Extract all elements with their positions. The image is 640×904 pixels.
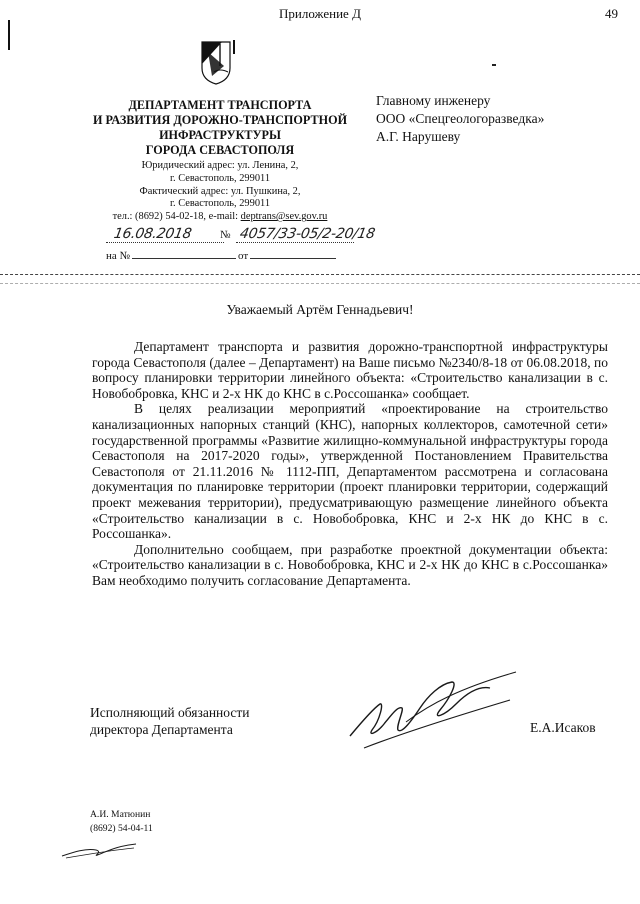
fold-line-shadow: [0, 283, 640, 284]
department-line: ИНФРАСТРУКТУРЫ: [159, 128, 281, 142]
paragraph: Дополнительно сообщаем, при разработке проектной документации объекта: «Строительство канализации в с. Новобобровка, КНС и 2-х НК до КНС в с.Россошанка» Вам необходимо получить согласование Департамента.: [92, 541, 608, 588]
department-line: ДЕПАРТАМЕНТ ТРАНСПОРТА: [128, 98, 312, 112]
ref-from: от: [238, 250, 249, 262]
recipient-block: [376, 92, 544, 146]
legal-address: Юридический адрес: ул. Ленина, 2,: [141, 160, 299, 171]
sender-address: [90, 160, 350, 224]
outgoing-date: 16.08.2018: [112, 226, 193, 242]
contacts-prefix: тел.: (8692) 54-02-18, e-mail:: [112, 211, 241, 223]
executor-phone: (8692) 54-04-11: [90, 823, 153, 834]
signatory-title-line: Исполняющий обязанности: [90, 705, 250, 720]
paragraph: В целях реализации мероприятий «проектирование на строительство канализационных напорных станций (КНС), напорных коллекторов, самотечной сети» государственной программы «Развитие жилищно-коммунальной инфраструктуры города Севастополя на 2017-2020 годы», утвержденной Постановлением Правительства Севастополя от 21.11.2016 № 1112-ПП, Департаментом рассмотрена и согласована документация по планировке территории (проект планировки территории, содержащий проект межевания территории), предусматривающую размещение линейного объекта «Строительство канализации в с. Новобобровка, КНС и 2-х НК до КНС в с. Россошанка».: [92, 401, 608, 542]
number-mark: №: [220, 229, 231, 241]
outgoing-number: 4057/33-05/2-20/18: [238, 226, 377, 242]
executor-block: [90, 808, 153, 836]
ref-date-blank: [250, 258, 336, 259]
recipient-name: А.Г. Нарушеву: [376, 129, 461, 144]
signatory-name: Е.А.Исаков: [530, 720, 596, 735]
sender-department: [90, 98, 350, 158]
actual-city: г. Севастополь, 299011: [169, 198, 271, 210]
legal-city: г. Севастополь, 299011: [169, 172, 271, 184]
reference-row: [106, 250, 336, 262]
salutation: Уважаемый Артём Геннадьевич!: [226, 302, 414, 317]
department-line: ГОРОДА СЕВАСТОПОЛЯ: [145, 143, 295, 157]
recipient-company: ООО «Спецгеологоразведка»: [376, 111, 545, 126]
scan-speck: [492, 64, 496, 66]
handwritten-signature: [340, 664, 530, 764]
margin-mark: [8, 20, 10, 50]
executor-initials-mark: [60, 838, 140, 862]
executor-name: А.И. Матюнин: [90, 809, 151, 820]
ref-number-blank: [132, 258, 236, 259]
signatory-title-line: директора Департамента: [90, 722, 233, 737]
number-underline: [236, 242, 354, 243]
letter-body: [92, 339, 608, 589]
signatory-title: [90, 704, 249, 738]
recipient-position: Главному инженеру: [376, 93, 491, 108]
ref-prefix: на №: [106, 250, 131, 262]
paragraph: Департамент транспорта и развития дорожно-транспортной инфраструктуры города Севастополя (далее – Департамент) на Ваше письмо №2340/8-18 от 06.08.2018, по вопросу планировки территории линейного объекта: «Строительство канализации в с. Новобобровка, КНС и 2-х НК до КНС в с.Россошанка» сообщает.: [92, 339, 608, 401]
email-link[interactable]: deptrans@sev.gov.ru: [240, 211, 328, 223]
actual-address: Фактический адрес: ул. Пушкина, 2,: [139, 185, 301, 197]
department-line: И РАЗВИТИЯ ДОРОЖНО-ТРАНСПОРТНОЙ: [92, 113, 348, 127]
sevastopol-coat-of-arms-icon: [196, 38, 238, 86]
page-number: 49: [605, 6, 618, 21]
contacts: [90, 211, 350, 224]
fold-line: [0, 274, 640, 275]
date-underline: [106, 242, 224, 243]
appendix-label: Приложение Д: [279, 6, 361, 21]
